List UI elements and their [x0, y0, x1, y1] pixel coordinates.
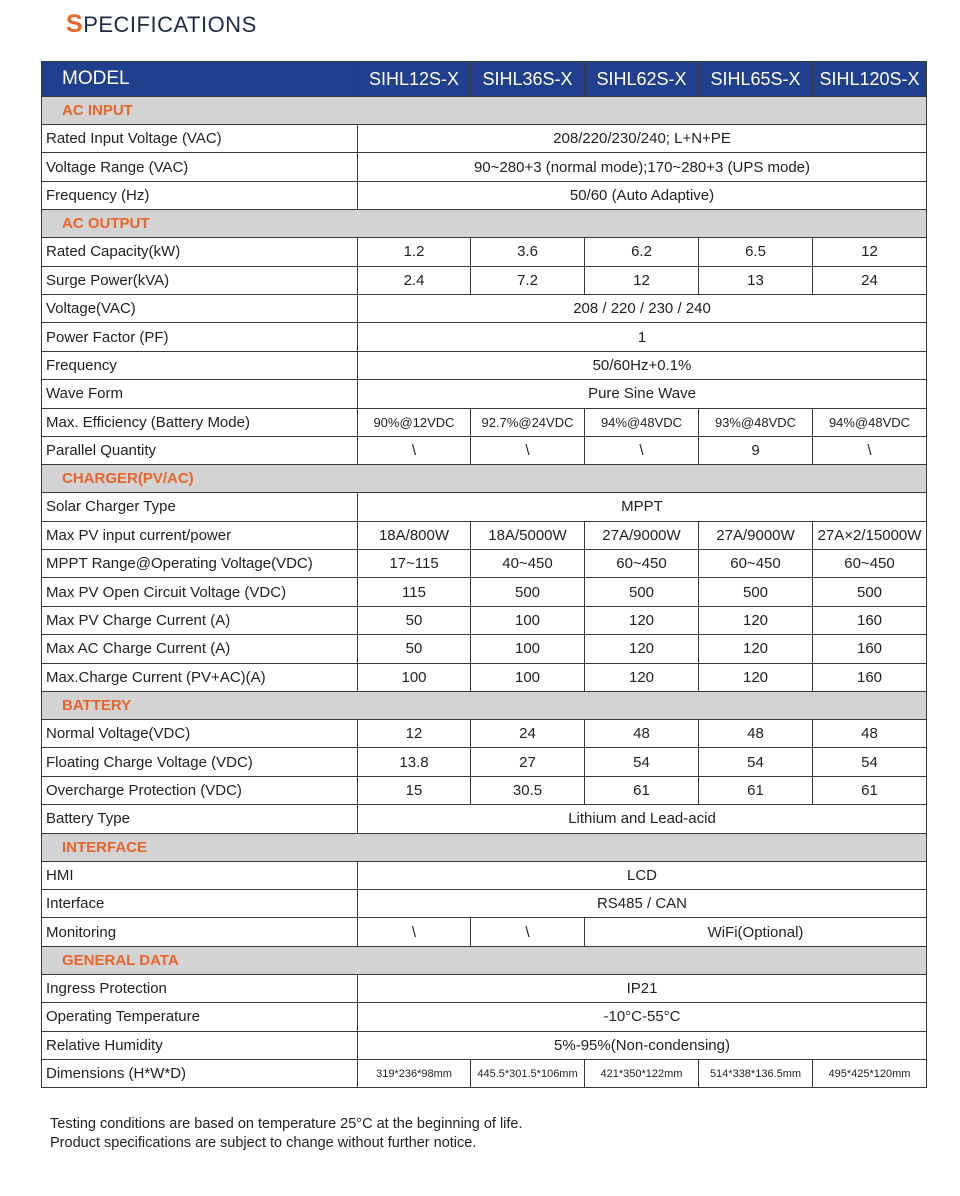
row-value: 13.8	[358, 748, 471, 776]
row-value: 27	[471, 748, 585, 776]
table-row	[42, 238, 927, 266]
row-value: 100	[471, 663, 585, 691]
section-header	[42, 833, 927, 861]
table-row	[42, 436, 927, 464]
table-row	[42, 606, 927, 634]
row-value: 50/60Hz+0.1%	[358, 351, 927, 379]
section-header	[42, 210, 927, 238]
table-row	[42, 125, 927, 153]
table-row	[42, 380, 927, 408]
row-label: Battery Type	[42, 805, 358, 833]
row-value: MPPT	[358, 493, 927, 521]
row-value: 27A/9000W	[585, 521, 699, 549]
model-column-5: SIHL120S-X	[813, 62, 927, 97]
row-label: Ingress Protection	[42, 974, 358, 1002]
row-label: Dimensions (H*W*D)	[42, 1059, 358, 1087]
row-value: 61	[699, 776, 813, 804]
table-row	[42, 1003, 927, 1031]
table-row	[42, 918, 927, 946]
row-label: Frequency (Hz)	[42, 181, 358, 209]
row-value: 120	[585, 635, 699, 663]
row-value: 40~450	[471, 550, 585, 578]
row-value: 500	[813, 578, 927, 606]
table-row	[42, 181, 927, 209]
row-value: 27A×2/15000W	[813, 521, 927, 549]
section-title: GENERAL DATA	[42, 946, 927, 974]
row-label: Floating Charge Voltage (VDC)	[42, 748, 358, 776]
row-value: 9	[699, 436, 813, 464]
row-value: IP21	[358, 974, 927, 1002]
section-header	[42, 97, 927, 125]
table-row	[42, 153, 927, 181]
row-value: 160	[813, 663, 927, 691]
row-value: 120	[585, 606, 699, 634]
row-value: \	[471, 436, 585, 464]
row-value: 50	[358, 606, 471, 634]
row-value: 94%@48VDC	[585, 408, 699, 436]
row-label: Max.Charge Current (PV+AC)(A)	[42, 663, 358, 691]
row-value: 495*425*120mm	[813, 1059, 927, 1087]
row-value: \	[471, 918, 585, 946]
row-value: 93%@48VDC	[699, 408, 813, 436]
row-value: 6.5	[699, 238, 813, 266]
model-column-4: SIHL65S-X	[699, 62, 813, 97]
row-value: 160	[813, 635, 927, 663]
row-value: 445.5*301.5*106mm	[471, 1059, 585, 1087]
table-row	[42, 1059, 927, 1087]
table-row	[42, 974, 927, 1002]
row-label: Max PV Charge Current (A)	[42, 606, 358, 634]
row-label: Max. Efficiency (Battery Mode)	[42, 408, 358, 436]
table-row	[42, 408, 927, 436]
table-row	[42, 748, 927, 776]
row-value: 18A/5000W	[471, 521, 585, 549]
row-value: 30.5	[471, 776, 585, 804]
table-row	[42, 1031, 927, 1059]
row-value: 3.6	[471, 238, 585, 266]
row-label: Overcharge Protection (VDC)	[42, 776, 358, 804]
row-value: -10°C-55°C	[358, 1003, 927, 1031]
row-value: 12	[813, 238, 927, 266]
section-header	[42, 465, 927, 493]
row-value: 115	[358, 578, 471, 606]
table-row	[42, 861, 927, 889]
row-label: Max PV Open Circuit Voltage (VDC)	[42, 578, 358, 606]
table-row	[42, 720, 927, 748]
row-label: Voltage Range (VAC)	[42, 153, 358, 181]
row-label: Voltage(VAC)	[42, 294, 358, 322]
row-value: RS485 / CAN	[358, 889, 927, 917]
section-title: AC OUTPUT	[42, 210, 927, 238]
row-value: 60~450	[585, 550, 699, 578]
row-value: 120	[699, 635, 813, 663]
table-row	[42, 550, 927, 578]
table-row	[42, 889, 927, 917]
row-label: Normal Voltage(VDC)	[42, 720, 358, 748]
row-label: Rated Input Voltage (VAC)	[42, 125, 358, 153]
model-column-1: SIHL12S-X	[358, 62, 471, 97]
row-label: Interface	[42, 889, 358, 917]
model-header: MODEL	[42, 62, 358, 97]
row-value: 2.4	[358, 266, 471, 294]
row-value: 120	[699, 663, 813, 691]
row-label: Frequency	[42, 351, 358, 379]
section-title: INTERFACE	[42, 833, 927, 861]
row-value: 13	[699, 266, 813, 294]
row-value: \	[358, 436, 471, 464]
row-value: 500	[585, 578, 699, 606]
header-row	[42, 62, 927, 97]
row-value: \	[813, 436, 927, 464]
row-value: 500	[471, 578, 585, 606]
row-value: WiFi(Optional)	[585, 918, 927, 946]
title-rest: PECIFICATIONS	[83, 12, 257, 37]
row-value: \	[358, 918, 471, 946]
table-row	[42, 635, 927, 663]
row-value: 208 / 220 / 230 / 240	[358, 294, 927, 322]
row-value: 48	[699, 720, 813, 748]
row-value: 92.7%@24VDC	[471, 408, 585, 436]
row-value: 90%@12VDC	[358, 408, 471, 436]
spec-table	[41, 61, 927, 1088]
row-label: Max AC Charge Current (A)	[42, 635, 358, 663]
table-row	[42, 493, 927, 521]
row-value: 7.2	[471, 266, 585, 294]
row-value: 50/60 (Auto Adaptive)	[358, 181, 927, 209]
row-value: Lithium and Lead-acid	[358, 805, 927, 833]
row-label: Power Factor (PF)	[42, 323, 358, 351]
row-value: Pure Sine Wave	[358, 380, 927, 408]
row-value: 319*236*98mm	[358, 1059, 471, 1087]
row-value: 208/220/230/240; L+N+PE	[358, 125, 927, 153]
row-value: 1.2	[358, 238, 471, 266]
row-value: 6.2	[585, 238, 699, 266]
section-header	[42, 692, 927, 720]
section-title: AC INPUT	[42, 97, 927, 125]
row-value: 500	[699, 578, 813, 606]
row-value: 120	[585, 663, 699, 691]
row-value: 5%-95%(Non-condensing)	[358, 1031, 927, 1059]
row-value: \	[585, 436, 699, 464]
row-value: 12	[358, 720, 471, 748]
row-value: 12	[585, 266, 699, 294]
row-value: 90~280+3 (normal mode);170~280+3 (UPS mode)	[358, 153, 927, 181]
row-label: MPPT Range@Operating Voltage(VDC)	[42, 550, 358, 578]
spec-body	[42, 97, 927, 1088]
row-value: 61	[813, 776, 927, 804]
row-value: 48	[813, 720, 927, 748]
row-value: 48	[585, 720, 699, 748]
row-value: 120	[699, 606, 813, 634]
row-value: 60~450	[813, 550, 927, 578]
row-value: LCD	[358, 861, 927, 889]
table-row	[42, 805, 927, 833]
title-first-letter: S	[66, 10, 84, 38]
row-value: 18A/800W	[358, 521, 471, 549]
table-row	[42, 663, 927, 691]
row-label: Wave Form	[42, 380, 358, 408]
row-value: 54	[699, 748, 813, 776]
row-label: Operating Temperature	[42, 1003, 358, 1031]
row-value: 27A/9000W	[699, 521, 813, 549]
section-header	[42, 946, 927, 974]
row-label: Max PV input current/power	[42, 521, 358, 549]
row-value: 514*338*136.5mm	[699, 1059, 813, 1087]
row-value: 17~115	[358, 550, 471, 578]
row-value: 54	[813, 748, 927, 776]
row-value: 94%@48VDC	[813, 408, 927, 436]
row-value: 54	[585, 748, 699, 776]
table-row	[42, 521, 927, 549]
row-value: 50	[358, 635, 471, 663]
row-label: Rated Capacity(kW)	[42, 238, 358, 266]
row-value: 160	[813, 606, 927, 634]
row-value: 24	[471, 720, 585, 748]
row-value: 1	[358, 323, 927, 351]
page-title	[66, 10, 257, 39]
table-row	[42, 578, 927, 606]
model-column-2: SIHL36S-X	[471, 62, 585, 97]
footnote: Testing conditions are based on temperature 25°C at the beginning of life.	[50, 1116, 523, 1132]
row-value: 100	[471, 606, 585, 634]
row-value: 24	[813, 266, 927, 294]
model-column-3: SIHL62S-X	[585, 62, 699, 97]
row-value: 60~450	[699, 550, 813, 578]
row-value: 100	[358, 663, 471, 691]
footnotes	[50, 1115, 523, 1153]
table-row	[42, 776, 927, 804]
row-value: 61	[585, 776, 699, 804]
section-title: BATTERY	[42, 692, 927, 720]
row-label: HMI	[42, 861, 358, 889]
row-label: Relative Humidity	[42, 1031, 358, 1059]
row-value: 15	[358, 776, 471, 804]
table-row	[42, 294, 927, 322]
row-label: Monitoring	[42, 918, 358, 946]
table-row	[42, 351, 927, 379]
table-row	[42, 266, 927, 294]
row-label: Surge Power(kVA)	[42, 266, 358, 294]
row-label: Parallel Quantity	[42, 436, 358, 464]
row-value: 421*350*122mm	[585, 1059, 699, 1087]
row-value: 100	[471, 635, 585, 663]
table-row	[42, 323, 927, 351]
footnote: Product specifications are subject to change without further notice.	[50, 1135, 477, 1151]
section-title: CHARGER(PV/AC)	[42, 465, 927, 493]
row-label: Solar Charger Type	[42, 493, 358, 521]
